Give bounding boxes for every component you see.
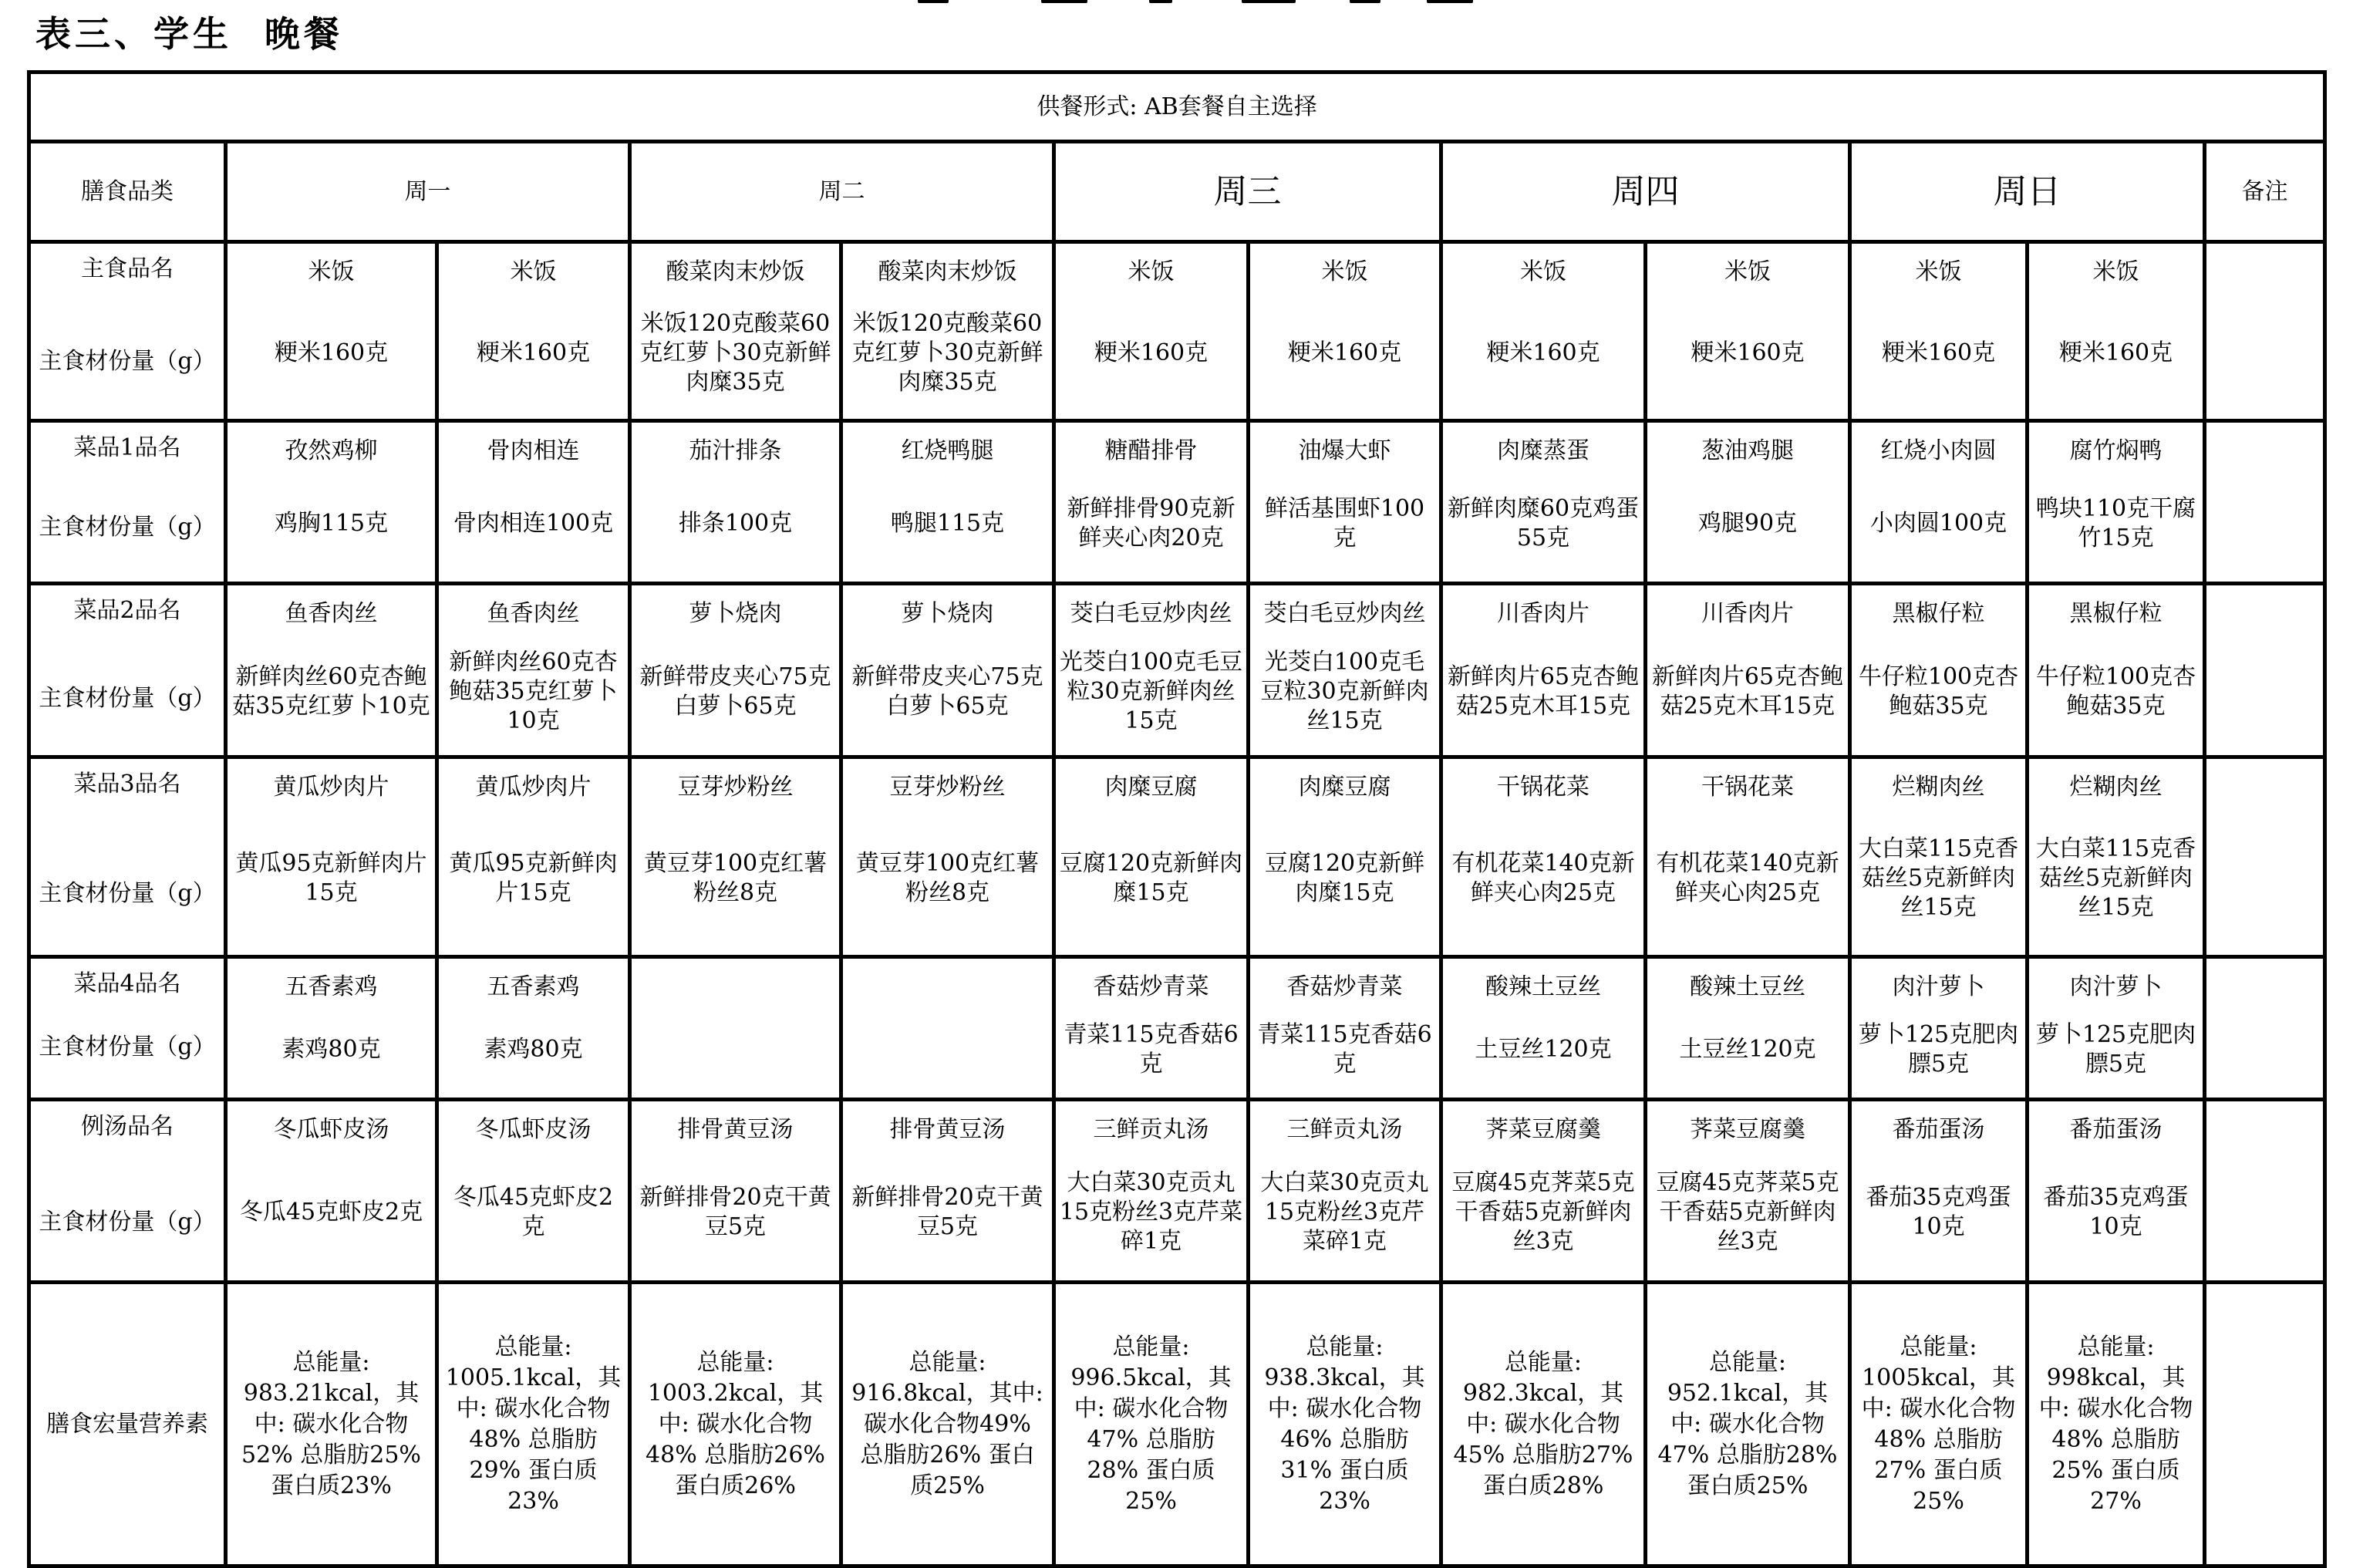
- dish-ingredients: 米饭120克酸菜60克红萝卜30克新鲜肉糜35克: [851, 309, 1043, 396]
- nutrition-summary: 总能量: 982.3kcal，其中: 碳水化合物45% 总脂肪27% 蛋白质28%: [1453, 1348, 1633, 1499]
- dish-ingredients: 新鲜肉丝60克杏鲍菇35克红萝卜10克: [449, 649, 618, 734]
- day-header-sunday: 周日: [1850, 142, 2205, 242]
- menu-cell: [1249, 242, 1441, 421]
- dish-ingredients: 新鲜带皮夹心75克白萝卜65克: [639, 663, 831, 720]
- dish-ingredients: 鲜活基围虾100克: [1264, 495, 1425, 551]
- dish-name: [632, 959, 839, 973]
- nutrition-cell: [1441, 1283, 1646, 1566]
- nutrition-summary: 总能量: 1003.2kcal，其中: 碳水化合物48% 总脂肪26% 蛋白质26%: [646, 1348, 825, 1499]
- menu-cell: [437, 757, 630, 957]
- dish-ingredients: 粳米160克: [476, 339, 591, 366]
- remarks-cell: [2205, 757, 2325, 957]
- item-name-label: 主食品名: [81, 255, 174, 282]
- menu-cell: [1850, 242, 2028, 421]
- menu-cell: [630, 757, 841, 957]
- menu-cell: [1646, 421, 1850, 584]
- menu-row: [29, 242, 2325, 421]
- dish-ingredients: 豆腐45克荠菜5克干香菇5克新鲜肉丝3克: [1656, 1169, 1839, 1255]
- nutrition-cell: [2028, 1283, 2205, 1566]
- dish-ingredients: 黄豆芽100克红薯粉丝8克: [643, 850, 828, 906]
- dish-ingredients: 黄豆芽100克红薯粉丝8克: [855, 850, 1040, 906]
- nutrition-cell: [1054, 1283, 1249, 1566]
- dish-ingredients: 土豆丝120克: [1679, 1036, 1816, 1063]
- dish-ingredients: 牛仔粒100克杏鲍菇35克: [2035, 663, 2196, 720]
- menu-cell: [841, 584, 1054, 757]
- item-name-label: 菜品3品名: [73, 771, 181, 797]
- row-label-cell: [29, 421, 226, 584]
- menu-cell: [1850, 757, 2028, 957]
- dish-name: 川香肉片: [1701, 600, 1794, 627]
- menu-cell: [1249, 757, 1441, 957]
- row-label-cell: [29, 584, 226, 757]
- dish-ingredients: 鸭腿115克: [890, 510, 1005, 537]
- dish-ingredients: 米饭120克酸菜60克红萝卜30克新鲜肉糜35克: [639, 309, 831, 396]
- nutrition-summary: 总能量: 952.1kcal，其中: 碳水化合物47% 总脂肪28% 蛋白质25%: [1657, 1348, 1838, 1499]
- dish-ingredients: 豆腐120克新鲜肉糜15克: [1264, 850, 1425, 906]
- dish-ingredients: 新鲜排骨20克干黄豆5克: [851, 1184, 1043, 1240]
- dish-ingredients: 新鲜排骨20克干黄豆5克: [639, 1184, 831, 1240]
- nutrition-summary: 总能量: 1005.1kcal，其中: 碳水化合物48% 总脂肪29% 蛋白质23%: [445, 1333, 622, 1515]
- dish-name: 川香肉片: [1497, 600, 1589, 627]
- nutrition-cell: [841, 1283, 1054, 1566]
- dish-name: 荠菜豆腐羹: [1690, 1116, 1805, 1143]
- dish-name: 烂糊肉丝: [1892, 774, 1985, 801]
- dish-ingredients: 鸭块110克干腐竹15克: [2035, 495, 2196, 551]
- dish-ingredients: 排条100克: [678, 510, 793, 537]
- dish-name: 肉糜豆腐: [1298, 774, 1391, 801]
- menu-cell: [1054, 242, 1249, 421]
- menu-cell: [841, 421, 1054, 584]
- nutrition-summary: 总能量: 983.21kcal，其中: 碳水化合物52% 总脂肪25% 蛋白质23%: [241, 1348, 421, 1499]
- dish-name: 鱼香肉丝: [285, 600, 378, 627]
- dish-ingredients: 素鸡80克: [281, 1036, 381, 1063]
- menu-cell: [2028, 1100, 2205, 1283]
- row-label-cell: [29, 957, 226, 1100]
- item-name-label: 菜品2品名: [73, 597, 181, 624]
- remarks-cell: [2205, 421, 2325, 584]
- menu-cell: [1054, 1100, 1249, 1283]
- quantity-label: 主食材份量（g）: [39, 1209, 216, 1236]
- menu-cell: [1249, 421, 1441, 584]
- nutrition-summary: 总能量: 1005kcal，其中: 碳水化合物48% 总脂肪27% 蛋白质25%: [1861, 1333, 2016, 1515]
- nutrition-label: 膳食宏量营养素: [29, 1283, 226, 1566]
- dish-name: 豆芽炒粉丝: [889, 774, 1006, 801]
- dish-name: 米饭: [308, 258, 355, 285]
- menu-cell: [1054, 421, 1249, 584]
- dish-name: 豆芽炒粉丝: [677, 774, 794, 801]
- dish-name: 三鲜贡丸汤: [1093, 1116, 1209, 1143]
- menu-cell: [2028, 421, 2205, 584]
- nutrition-cell: [226, 1283, 437, 1566]
- quantity-label: 主食材份量（g）: [39, 880, 216, 907]
- dish-ingredients: 新鲜肉片65克杏鲍菇25克木耳15克: [1651, 663, 1844, 720]
- dish-name: 三鲜贡丸汤: [1286, 1116, 1403, 1143]
- dish-name: 米饭: [1915, 258, 1962, 285]
- dish-name: 酸辣土豆丝: [1485, 973, 1601, 1000]
- dish-name: 米饭: [510, 258, 557, 285]
- menu-cell: [841, 242, 1054, 421]
- dish-ingredients: 粳米160克: [1287, 339, 1402, 366]
- nutrition-summary: 总能量: 938.3kcal，其中: 碳水化合物46% 总脂肪31% 蛋白质23%: [1264, 1333, 1425, 1515]
- dish-ingredients: 番茄35克鸡蛋10克: [1866, 1184, 2011, 1240]
- dish-ingredients: 冬瓜45克虾皮2克: [453, 1184, 614, 1240]
- dish-name: 红烧小肉圆: [1880, 437, 1997, 464]
- menu-cell: [1646, 1100, 1850, 1283]
- dish-name: 冬瓜虾皮汤: [475, 1116, 592, 1143]
- dish-ingredients: 新鲜排骨90克新鲜夹心肉20克: [1067, 495, 1235, 551]
- table-heading: 表三、学生 晚餐: [35, 13, 344, 55]
- quantity-label: 主食材份量（g）: [39, 1034, 216, 1061]
- dish-name: 肉糜豆腐: [1104, 774, 1198, 801]
- row-label-cell: [29, 1100, 226, 1283]
- menu-cell: [1054, 584, 1249, 757]
- menu-cell: [841, 957, 1054, 1100]
- dish-name: 米饭: [1724, 258, 1771, 285]
- dish-name: 米饭: [2092, 258, 2139, 285]
- nutrition-summary: 总能量: 998kcal，其中: 碳水化合物48% 总脂肪25% 蛋白质27%: [2038, 1333, 2193, 1515]
- dish-ingredients: 骨肉相连100克: [453, 510, 614, 537]
- menu-cell: [437, 957, 630, 1100]
- menu-cell: [630, 584, 841, 757]
- menu-cell: [1249, 1100, 1441, 1283]
- menu-cell: [226, 421, 437, 584]
- menu-cell: [841, 757, 1054, 957]
- dish-ingredients: 新鲜带皮夹心75克白萝卜65克: [851, 663, 1043, 720]
- dish-ingredients: 豆腐120克新鲜肉糜15克: [1059, 850, 1243, 906]
- dish-name: 五香素鸡: [285, 973, 378, 1000]
- menu-cell: [226, 757, 437, 957]
- dish-name: 荠菜豆腐羹: [1485, 1116, 1601, 1143]
- nutrition-cell: [1249, 1283, 1441, 1566]
- menu-cell: [437, 584, 630, 757]
- item-name-label: 菜品4品名: [73, 970, 181, 997]
- dish-ingredients: 番茄35克鸡蛋10克: [2043, 1184, 2189, 1240]
- dish-name: 骨肉相连: [487, 437, 580, 464]
- category-header: 膳食品类: [29, 142, 226, 242]
- menu-cell: [1646, 584, 1850, 757]
- day-header-tuesday: 周二: [630, 142, 1054, 242]
- nutrition-cell: [1850, 1283, 2028, 1566]
- dish-name: 干锅花菜: [1497, 774, 1589, 801]
- menu-cell: [1249, 957, 1441, 1100]
- dish-ingredients: 新鲜肉丝60克杏鲍菇35克红萝卜10克: [232, 663, 430, 720]
- day-header-monday: 周一: [226, 142, 630, 242]
- dish-name: 排骨黄豆汤: [677, 1116, 794, 1143]
- menu-cell: [226, 957, 437, 1100]
- dish-ingredients: 光茭白100克毛豆粒30克新鲜肉丝15克: [1260, 649, 1429, 734]
- dish-name: 鱼香肉丝: [487, 600, 580, 627]
- dish-name: 茭白毛豆炒肉丝: [1263, 600, 1426, 627]
- dish-name: 排骨黄豆汤: [889, 1116, 1006, 1143]
- dish-name: 茄汁排条: [689, 437, 782, 464]
- dish-ingredients: 萝卜125克肥肉膘5克: [1858, 1021, 2019, 1077]
- menu-cell: [437, 1100, 630, 1283]
- menu-cell: [1646, 957, 1850, 1100]
- menu-row: [29, 957, 2325, 1100]
- dish-name: 黑椒仔粒: [2069, 600, 2163, 627]
- dish-name: 干锅花菜: [1701, 774, 1794, 801]
- dish-ingredients: 粳米160克: [1881, 339, 1996, 366]
- dish-ingredients: 粳米160克: [274, 339, 389, 366]
- dish-name: [843, 959, 1052, 973]
- menu-cell: [1646, 757, 1850, 957]
- day-header-thursday: 周四: [1441, 142, 1850, 242]
- dish-name: 米饭: [1520, 258, 1566, 285]
- dish-name: 香菇炒青菜: [1093, 973, 1209, 1000]
- dish-name: 肉汁萝卜: [1892, 973, 1985, 1000]
- dish-ingredients: 新鲜肉片65克杏鲍菇25克木耳15克: [1447, 663, 1640, 720]
- nutrition-row: [29, 1283, 2325, 1566]
- menu-cell: [1054, 757, 1249, 957]
- menu-cell: [630, 1100, 841, 1283]
- nutrition-cell: [1646, 1283, 1850, 1566]
- dish-ingredients: 黄瓜95克新鲜肉片15克: [449, 850, 618, 906]
- dish-name: 酸菜肉末炒饭: [666, 258, 805, 285]
- service-format-banner: 供餐形式: AB套餐自主选择: [29, 72, 2325, 142]
- dish-ingredients: 青菜115克香菇6克: [1064, 1021, 1239, 1077]
- menu-cell: [1850, 421, 2028, 584]
- dish-ingredients: 土豆丝120克: [1475, 1036, 1612, 1063]
- dish-ingredients: 鸡胸115克: [274, 510, 389, 537]
- dish-ingredients: 大白菜30克贡丸15克粉丝3克芹菜碎1克: [1260, 1169, 1429, 1255]
- dish-name: 番茄蛋汤: [2069, 1116, 2163, 1143]
- dish-ingredients: 萝卜125克肥肉膘5克: [2035, 1021, 2196, 1077]
- dish-name: 腐竹焖鸭: [2069, 437, 2163, 464]
- menu-cell: [226, 242, 437, 421]
- dish-ingredients: 黄瓜95克新鲜肉片15克: [235, 850, 427, 906]
- dish-name: 萝卜烧肉: [689, 600, 782, 627]
- dish-name: 冬瓜虾皮汤: [273, 1116, 389, 1143]
- quantity-label: 主食材份量（g）: [39, 685, 216, 712]
- menu-cell: [630, 421, 841, 584]
- dish-name: 黄瓜炒肉片: [475, 774, 592, 801]
- menu-cell: [1441, 957, 1646, 1100]
- dish-name: 香菇炒青菜: [1286, 973, 1403, 1000]
- dish-name: 萝卜烧肉: [901, 600, 994, 627]
- menu-cell: [1646, 242, 1850, 421]
- dish-ingredients: [632, 973, 839, 1098]
- dish-ingredients: [843, 973, 1052, 1098]
- dish-ingredients: 新鲜肉糜60克鸡蛋55克: [1447, 495, 1640, 551]
- menu-cell: [1441, 421, 1646, 584]
- dish-ingredients: 粳米160克: [1486, 339, 1600, 366]
- menu-cell: [1441, 757, 1646, 957]
- menu-row: [29, 1100, 2325, 1283]
- cropped-title-fragment: [887, 0, 1504, 11]
- dish-name: 糖醋排骨: [1104, 437, 1198, 464]
- nutrition-summary: 总能量: 996.5kcal，其中: 碳水化合物47% 总脂肪28% 蛋白质25%: [1070, 1333, 1232, 1515]
- menu-cell: [1054, 957, 1249, 1100]
- menu-cell: [437, 242, 630, 421]
- dish-name: 黑椒仔粒: [1892, 600, 1985, 627]
- remarks-cell: [2205, 1283, 2325, 1566]
- dish-name: 肉糜蒸蛋: [1497, 437, 1589, 464]
- dish-name: 葱油鸡腿: [1701, 437, 1794, 464]
- menu-cell: [630, 957, 841, 1100]
- dish-name: 米饭: [1128, 258, 1175, 285]
- day-header-wednesday: 周三: [1054, 142, 1441, 242]
- nutrition-summary: 总能量: 916.8kcal，其中: 碳水化合物49% 总脂肪26% 蛋白质25%: [851, 1348, 1043, 1499]
- quantity-label: 主食材份量（g）: [39, 348, 216, 375]
- dish-ingredients: 有机花菜140克新鲜夹心肉25克: [1451, 850, 1635, 906]
- dish-name: 肉汁萝卜: [2069, 973, 2163, 1000]
- dish-ingredients: 粳米160克: [1094, 339, 1209, 366]
- dish-ingredients: 青菜115克香菇6克: [1257, 1021, 1432, 1077]
- dish-ingredients: 冬瓜45克虾皮2克: [239, 1199, 423, 1226]
- menu-cell: [841, 1100, 1054, 1283]
- dish-name: 酸菜肉末炒饭: [878, 258, 1017, 285]
- menu-cell: [1441, 1100, 1646, 1283]
- menu-cell: [1249, 584, 1441, 757]
- menu-cell: [1850, 584, 2028, 757]
- remarks-cell: [2205, 242, 2325, 421]
- dish-ingredients: 大白菜115克香菇丝5克新鲜肉丝15克: [2035, 835, 2196, 921]
- dish-name: 茭白毛豆炒肉丝: [1070, 600, 1232, 627]
- dish-name: 米饭: [1321, 258, 1368, 285]
- dish-name: 番茄蛋汤: [1892, 1116, 1985, 1143]
- dish-name: 黄瓜炒肉片: [273, 774, 389, 801]
- quantity-label: 主食材份量（g）: [39, 514, 216, 541]
- dish-ingredients: 鸡腿90克: [1697, 510, 1798, 537]
- menu-cell: [2028, 584, 2205, 757]
- menu-cell: [1441, 242, 1646, 421]
- dish-ingredients: 牛仔粒100克杏鲍菇35克: [1858, 663, 2019, 720]
- menu-cell: [1850, 957, 2028, 1100]
- menu-cell: [1850, 1100, 2028, 1283]
- remarks-header: 备注: [2205, 142, 2325, 242]
- dish-name: 油爆大虾: [1298, 437, 1391, 464]
- row-label-cell: [29, 757, 226, 957]
- item-name-label: 菜品1品名: [73, 434, 181, 461]
- menu-row: [29, 757, 2325, 957]
- menu-cell: [630, 242, 841, 421]
- menu-row: [29, 584, 2325, 757]
- menu-row: [29, 421, 2325, 584]
- dish-ingredients: 有机花菜140克新鲜夹心肉25克: [1656, 850, 1839, 906]
- item-name-label: 例汤品名: [81, 1113, 174, 1140]
- dish-ingredients: 粳米160克: [1691, 339, 1805, 366]
- menu-cell: [226, 584, 437, 757]
- menu-cell: [2028, 242, 2205, 421]
- dish-name: 五香素鸡: [487, 973, 580, 1000]
- dish-ingredients: 粳米160克: [2058, 339, 2173, 366]
- menu-cell: [2028, 957, 2205, 1100]
- dish-ingredients: 豆腐45克荠菜5克干香菇5克新鲜肉丝3克: [1451, 1169, 1635, 1255]
- dinner-menu-table: [27, 70, 2327, 1568]
- dish-name: 酸辣土豆丝: [1690, 973, 1805, 1000]
- remarks-cell: [2205, 584, 2325, 757]
- remarks-cell: [2205, 957, 2325, 1100]
- menu-cell: [226, 1100, 437, 1283]
- dish-ingredients: 小肉圆100克: [1869, 510, 2007, 537]
- dish-ingredients: 大白菜115克香菇丝5克新鲜肉丝15克: [1858, 835, 2019, 921]
- remarks-cell: [2205, 1100, 2325, 1283]
- dish-name: 红烧鸭腿: [901, 437, 994, 464]
- dish-name: 烂糊肉丝: [2069, 774, 2163, 801]
- nutrition-cell: [630, 1283, 841, 1566]
- dish-ingredients: 光茭白100克毛豆粒30克新鲜肉丝15克: [1059, 649, 1243, 734]
- menu-cell: [1441, 584, 1646, 757]
- nutrition-cell: [437, 1283, 630, 1566]
- dish-name: 孜然鸡柳: [285, 437, 378, 464]
- menu-cell: [2028, 757, 2205, 957]
- dish-ingredients: 素鸡80克: [484, 1036, 583, 1063]
- menu-cell: [437, 421, 630, 584]
- row-label-cell: [29, 242, 226, 421]
- dish-ingredients: 大白菜30克贡丸15克粉丝3克芹菜碎1克: [1059, 1169, 1243, 1255]
